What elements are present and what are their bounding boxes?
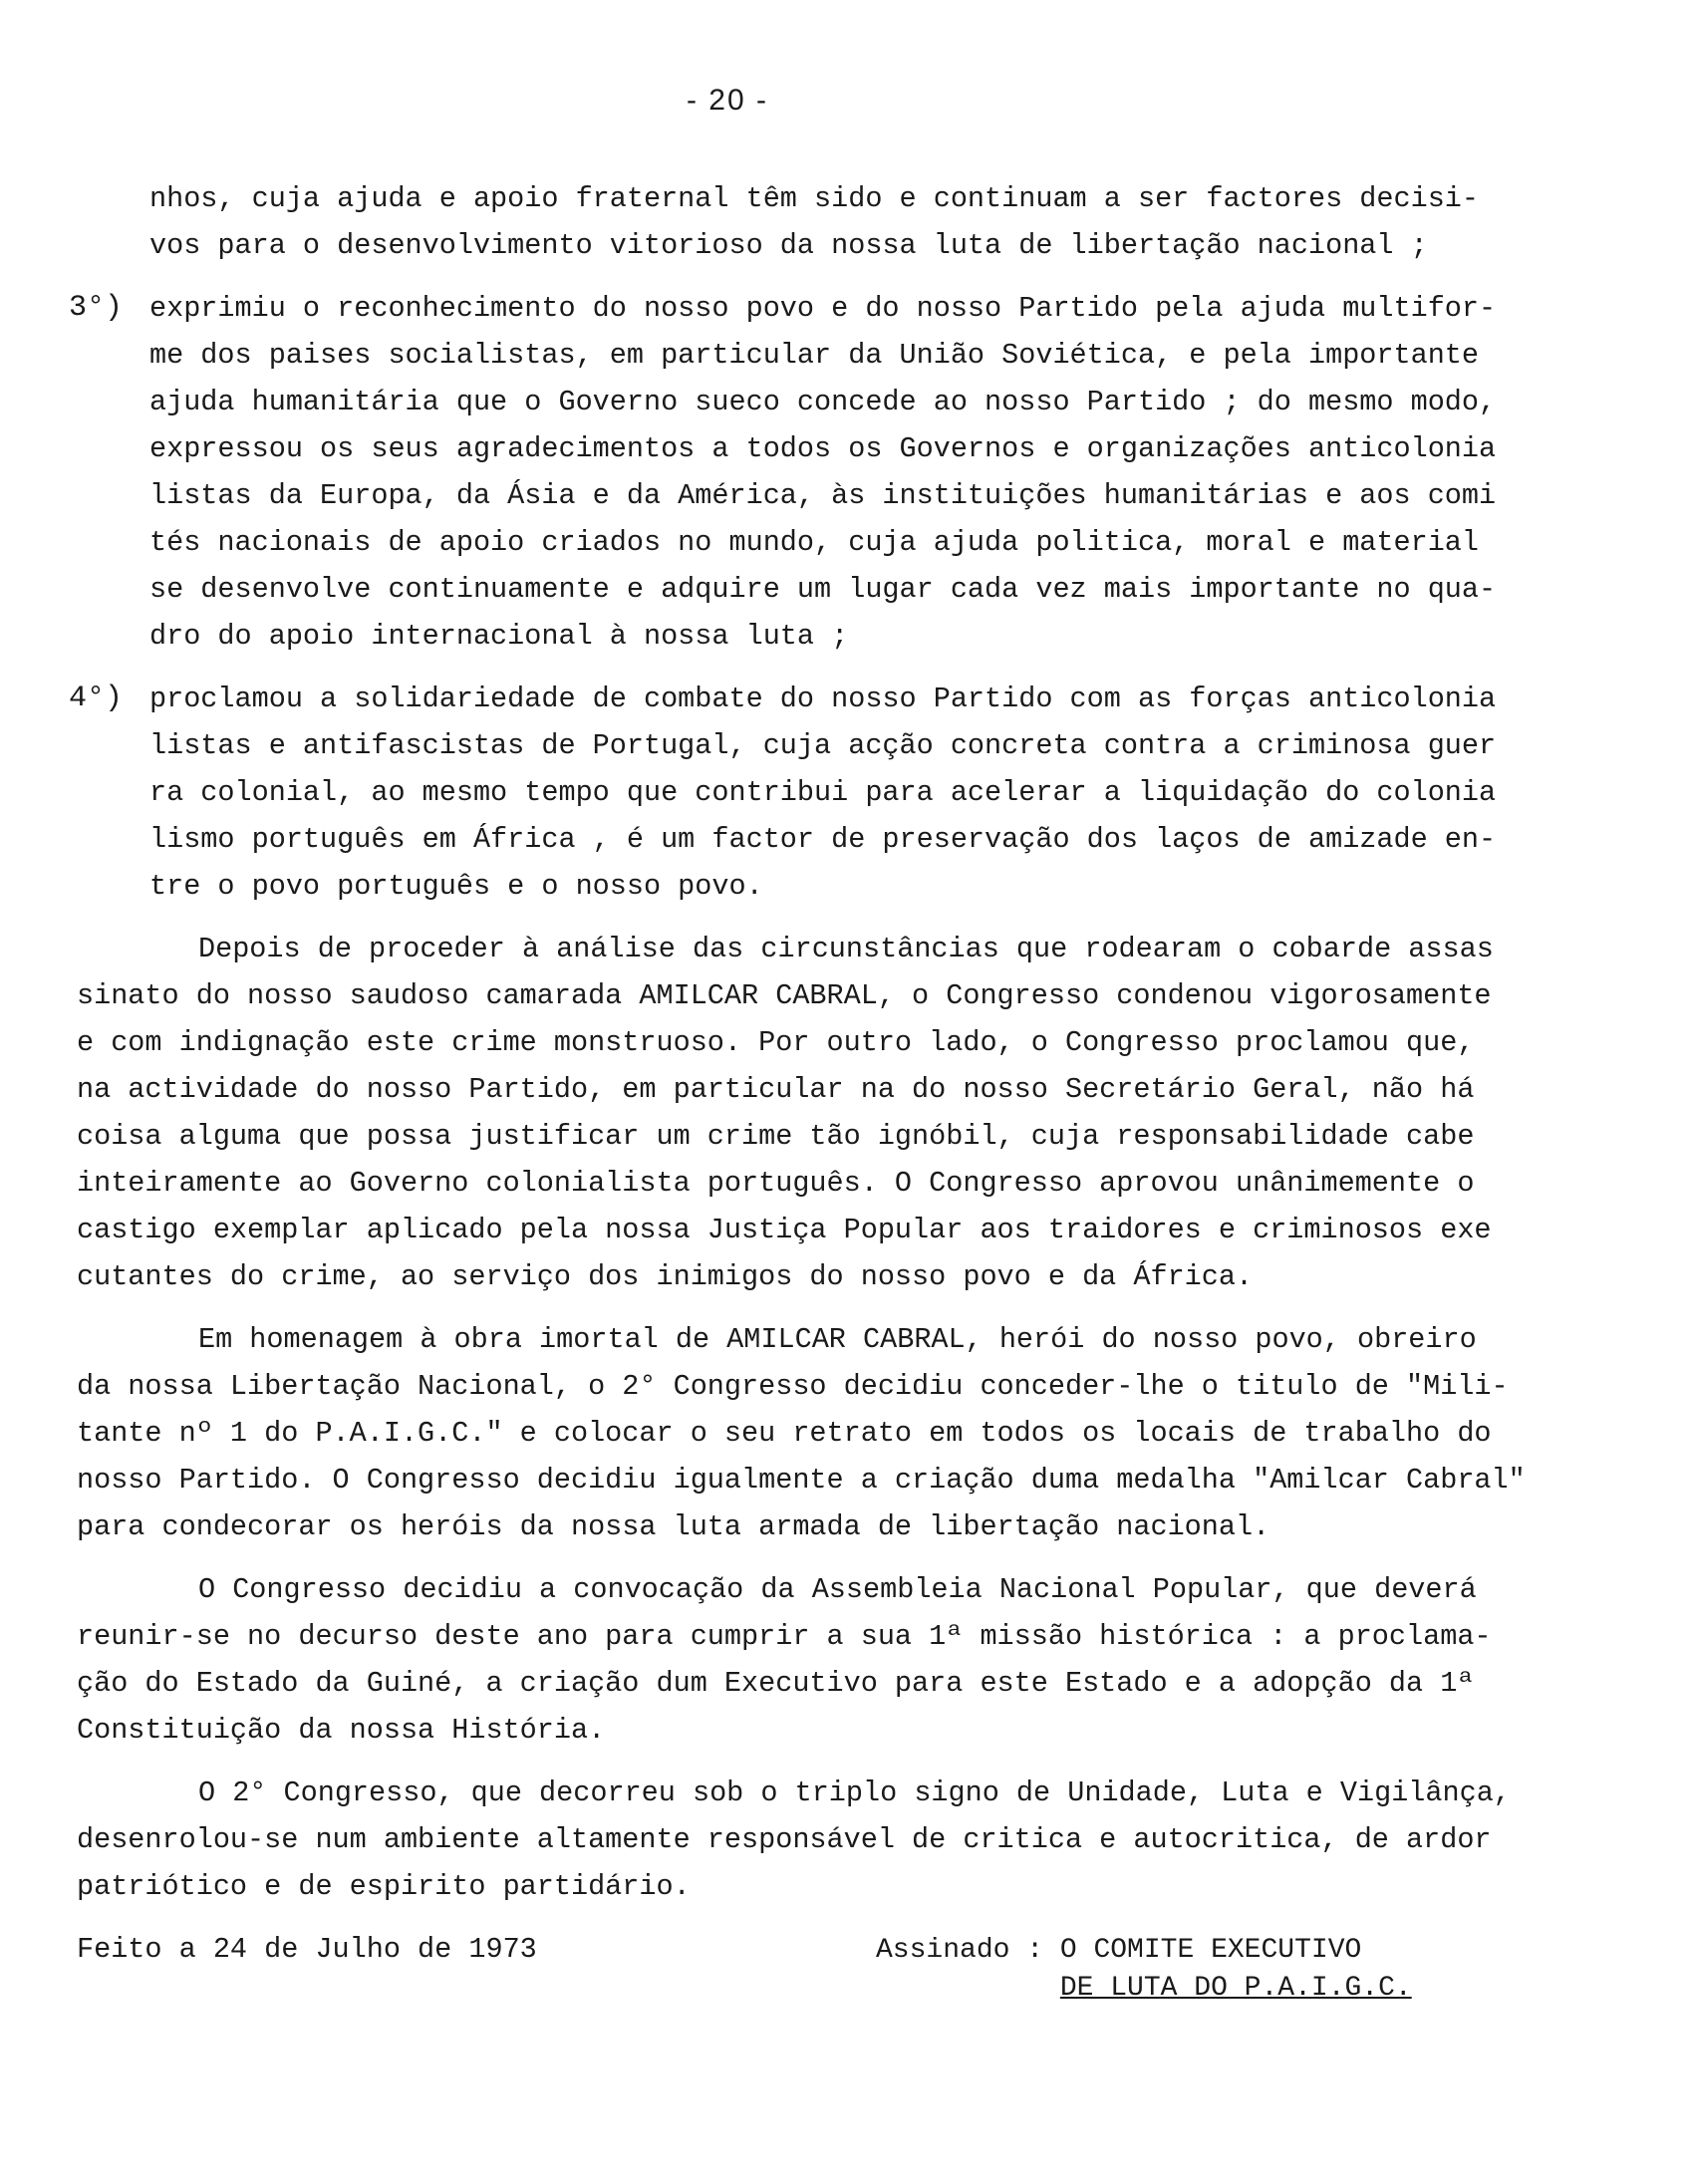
place-date: Feito a 24 de Julho de 1973	[77, 1933, 537, 1966]
text-line: tante nº 1 do P.A.I.G.C." e colocar o seu retrato em todos os locais de trabalho do	[77, 1417, 1492, 1450]
list-item-3	[69, 285, 1497, 660]
text-line: tre o povo português e o nosso povo.	[149, 870, 763, 903]
text-line: listas da Europa, da Ásia e da América, às instituições humanitárias e aos comi	[149, 479, 1497, 512]
text-line: se desenvolve continuamente e adquire um lugar cada vez mais importante no qua-	[149, 573, 1497, 606]
text-line: patriótico e de espirito partidário.	[77, 1870, 691, 1903]
text-line: nosso Partido. O Congresso decidiu igualmente a criação duma medalha "Amilcar Cabral"	[77, 1464, 1526, 1497]
text-line: dro do apoio internacional à nossa luta ;	[149, 620, 849, 653]
signed-label: Assinado :	[876, 1935, 1060, 1966]
text-line: Constituição da nossa História.	[77, 1714, 606, 1747]
signatory-line-2: DE LUTA DO P.A.I.G.C.	[1059, 1973, 1412, 2004]
text-line: O Congresso decidiu a convocação da Assembleia Nacional Popular, que deverá	[198, 1573, 1477, 1606]
text-line: Em homenagem à obra imortal de AMILCAR CABRAL, herói do nosso povo, obreiro	[198, 1323, 1477, 1356]
text-line: e com indignação este crime monstruoso. Por outro lado, o Congresso proclamou que,	[77, 1026, 1475, 1059]
text-line: inteiramente ao Governo colonialista português. O Congresso aprovou unânimemente o	[77, 1167, 1475, 1200]
signatory-line-1: O COMITE EXECUTIVO	[1059, 1935, 1362, 1966]
text-line: castigo exemplar aplicado pela nossa Justiça Popular aos traidores e criminosos exe	[77, 1214, 1492, 1246]
text-line: nhos, cuja ajuda e apoio fraternal têm sido e continuam a ser factores decisi-	[149, 182, 1480, 215]
paragraph-homage	[77, 1316, 1526, 1550]
text-line: reunir-se no decurso deste ano para cumprir a sua 1ª missão histórica : a proclama-	[77, 1620, 1492, 1653]
document-body	[69, 175, 1526, 2046]
list-item-number: 4°)	[69, 682, 124, 715]
signature-block	[876, 1932, 1412, 2008]
text-line: proclamou a solidariedade de combate do nosso Partido com as forças anticolonia	[149, 682, 1497, 715]
text-line: expressou os seus agradecimentos a todos os Governos e organizações anticolonia	[149, 432, 1497, 465]
page-number: - 20 -	[686, 84, 769, 117]
text-line: cutantes do crime, ao serviço dos inimigos do nosso povo e da África.	[77, 1260, 1254, 1293]
text-line: listas e antifascistas de Portugal, cuja acção concreta contra a criminosa guer	[149, 729, 1497, 762]
paragraph-assassination	[77, 926, 1494, 1300]
text-line: sinato do nosso saudoso camarada AMILCAR CABRAL, o Congresso condenou vigorosamente	[77, 979, 1492, 1012]
signoff	[77, 1926, 1472, 2046]
text-line: O 2° Congresso, que decorreu sob o triplo signo de Unidade, Luta e Vigilânça,	[198, 1776, 1511, 1809]
text-line: para condecorar os heróis da nossa luta armada de libertação nacional.	[77, 1510, 1270, 1543]
list-item-4	[69, 676, 1497, 910]
list-item-number: 3°)	[69, 291, 124, 325]
text-line: exprimiu o reconhecimento do nosso povo e do nosso Partido pela ajuda multifor-	[149, 292, 1497, 325]
text-line: vos para o desenvolvimento vitorioso da nossa luta de libertação nacional ;	[149, 229, 1428, 262]
text-line: coisa alguma que possa justificar um crime tão ignóbil, cuja responsabilidade cabe	[77, 1120, 1475, 1153]
text-line: lismo português em África , é um factor de preservação dos laços de amizade en-	[149, 823, 1497, 856]
text-line: me dos paises socialistas, em particular da União Soviética, e pela importante	[149, 339, 1480, 372]
text-line: da nossa Libertação Nacional, o 2° Congresso decidiu conceder-lhe o titulo de "Mili-	[77, 1370, 1509, 1403]
text-line: ra colonial, ao mesmo tempo que contribui para acelerar a liquidação do colonia	[149, 776, 1497, 809]
paragraph-assembly	[77, 1566, 1492, 1754]
text-line: ção do Estado da Guiné, a criação dum Executivo para este Estado e a adopção da 1ª	[77, 1667, 1475, 1700]
text-line: Depois de proceder à análise das circunstâncias que rodearam o cobarde assas	[198, 933, 1494, 965]
text-line: na actividade do nosso Partido, em particular na do nosso Secretário Geral, não há	[77, 1073, 1475, 1106]
paragraph-congress	[77, 1770, 1511, 1910]
text-line: tés nacionais de apoio criados no mundo, cuja ajuda politica, moral e material	[149, 526, 1480, 559]
text-line: desenrolou-se num ambiente altamente responsável de critica e autocritica, de ardor	[77, 1823, 1492, 1856]
text-line: ajuda humanitária que o Governo sueco concede ao nosso Partido ; do mesmo modo,	[149, 386, 1497, 418]
continuation-text	[77, 175, 1480, 269]
